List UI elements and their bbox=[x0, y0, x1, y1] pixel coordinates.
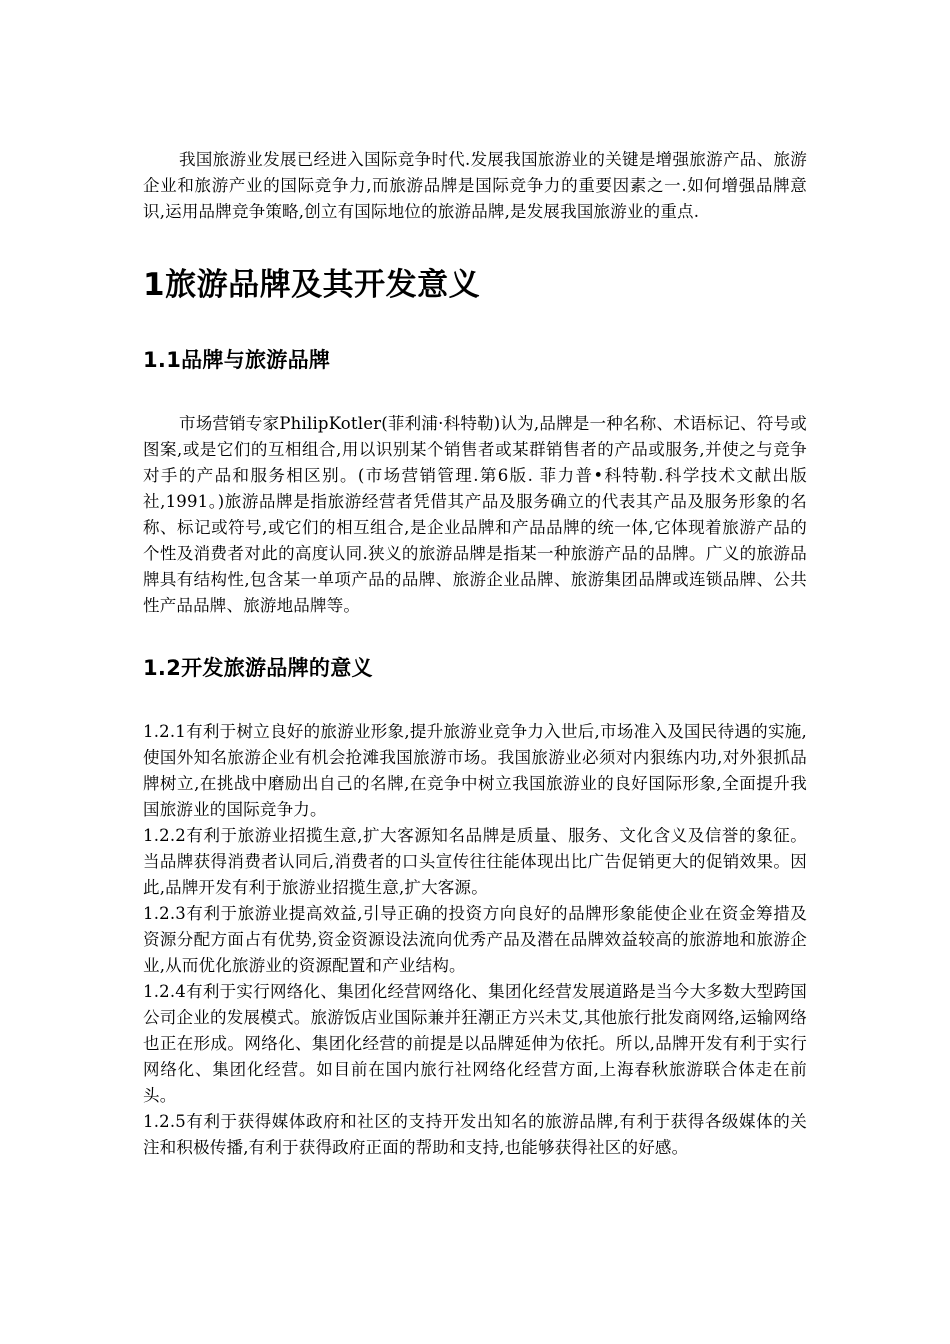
section-heading-1: 1旅游品牌及其开发意义 bbox=[143, 267, 481, 303]
list-item: 1.2.2有利于旅游业招揽生意,扩大客源知名品牌是质量、服务、文化含义及信誉的象征。当品牌获得消费者认同后,消费者的口头宣传往往能体现出比广告促销更大的促销效果。因此,品牌开发有利于旅游业招揽生意,扩大客源。 bbox=[143, 826, 807, 897]
document-page bbox=[143, 147, 807, 1161]
significance-list bbox=[143, 719, 807, 1161]
list-item: 1.2.1有利于树立良好的旅游业形象,提升旅游业竞争力入世后,市场准入及国民待遇的实施,使国外知名旅游企业有机会抢滩我国旅游市场。我国旅游业必须对内狠练内功,对外狠抓品牌树立,在挑战中磨励出自己的名牌,在竞争中树立我国旅游业的良好国际形象,全面提升我国旅游业的国际竞争力。 bbox=[143, 722, 807, 819]
list-item: 1.2.4有利于实行网络化、集团化经营网络化、集团化经营发展道路是当今大多数大型跨国公司企业的发展模式。旅游饭店业国际兼并狂潮正方兴未艾,其他旅行批发商网络,运输网络也正在形成。网络化、集团化经营的前提是以品牌延伸为依托。所以,品牌开发有利于实行网络化、集团化经营。如目前在国内旅行社网络化经营方面,上海春秋旅游联合体走在前头。 bbox=[143, 982, 807, 1105]
subsection-heading-1-2: 1.2开发旅游品牌的意义 bbox=[143, 656, 373, 680]
list-item: 1.2.5有利于获得媒体政府和社区的支持开发出知名的旅游品牌,有利于获得各级媒体的关注和积极传播,有利于获得政府正面的帮助和支持,也能够获得社区的好感。 bbox=[143, 1112, 807, 1157]
intro-paragraph: 我国旅游业发展已经进入国际竞争时代.发展我国旅游业的关键是增强旅游产品、旅游企业和旅游产业的国际竞争力,而旅游品牌是国际竞争力的重要因素之一.如何增强品牌意识,运用品牌竞争策略,创立有国际地位的旅游品牌,是发展我国旅游业的重点. bbox=[143, 150, 807, 221]
subsection-1-1-paragraph: 市场营销专家PhilipKotler(菲利浦·科特勒)认为,品牌是一种名称、术语标记、符号或图案,或是它们的互相组合,用以识别某个销售者或某群销售者的产品或服务,并使之与竞争对手的产品和服务相区别。(市场营销管理.第6版. 菲力普•科特勒.科学技术文献出版社,1991。)旅游品牌是指旅游经营者凭借其产品及服务确立的代表其产品及服务形象的名称、标记或符号,或它们的相互组合,是企业品牌和产品品牌的统一体,它体现着旅游产品的个性及消费者对此的高度认同.狭义的旅游品牌是指某一种旅游产品的品牌。广义的旅游品牌具有结构性,包含某一单项产品的品牌、旅游企业品牌、旅游集团品牌或连锁品牌、公共性产品品牌、旅游地品牌等。 bbox=[143, 414, 807, 615]
subsection-heading-1-1: 1.1品牌与旅游品牌 bbox=[143, 348, 331, 372]
list-item: 1.2.3有利于旅游业提高效益,引导正确的投资方向良好的品牌形象能使企业在资金筹措及资源分配方面占有优势,资金资源设法流向优秀产品及潜在品牌效益较高的旅游地和旅游企业,从而优化旅游业的资源配置和产业结构。 bbox=[143, 904, 807, 975]
